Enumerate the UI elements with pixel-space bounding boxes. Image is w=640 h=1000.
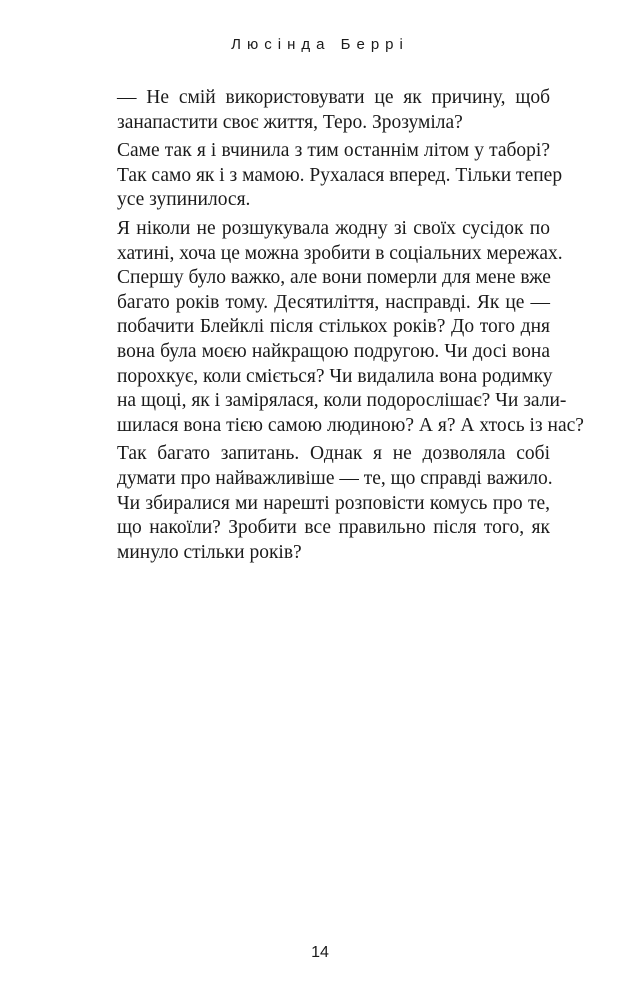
text-line: думати про найважливіше — те, що справді важило. [117, 467, 553, 489]
text-line: Чи збиралися ми нарешті розповісти комусь про те, [117, 492, 550, 514]
paragraph-3 [88, 217, 584, 438]
text-line: занапастити своє життя, Теро. Зрозуміла? [117, 111, 463, 133]
page-number: 14 [311, 944, 329, 961]
paragraph-4 [88, 442, 553, 565]
text-line: побачити Блейклі після стількох років? До того дня [117, 316, 550, 338]
text-line: — Не смій використовувати це як причину, щоб [117, 87, 550, 108]
text-line: Я ніколи не розшукувала жодну зі своїх сусідок по [117, 217, 550, 239]
text-line: порохкує, коли сміється? Чи видалила вона родимку [117, 365, 553, 387]
text-line: на щоці, як і замірялася, коли подорослішає? Чи зали- [117, 390, 567, 412]
text-line: Так багато запитань. Однак я не дозволяла собі [117, 443, 550, 465]
text-line: що накоїли? Зробити все правильно після того, як [117, 517, 550, 539]
text-line: усе зупинилося. [117, 189, 251, 211]
text-line: вона була моєю найкращою подругою. Чи досі вона [117, 340, 550, 362]
running-head: Люсінда Беррі [231, 36, 409, 53]
text-line: Так само як і з мамою. Рухалася вперед. Тільки тепер [117, 164, 563, 186]
text-line: минуло стільки років? [117, 541, 302, 563]
text-line: багато років тому. Десятиліття, насправді. Як це — [117, 291, 550, 313]
body-text [88, 86, 584, 569]
text-line: Спершу було важко, але вони померли для мене вже [117, 267, 551, 289]
text-line: Саме так я і вчинила з тим останнім літом у таборі? [117, 140, 550, 162]
paragraph-2 [88, 139, 563, 213]
text-line: хатині, хоча це можна зробити в соціальних мережах. [117, 242, 563, 264]
paragraph-1 [88, 86, 550, 135]
text-line: шилася вона тією самою людиною? А я? А хтось із нас? [117, 414, 584, 436]
